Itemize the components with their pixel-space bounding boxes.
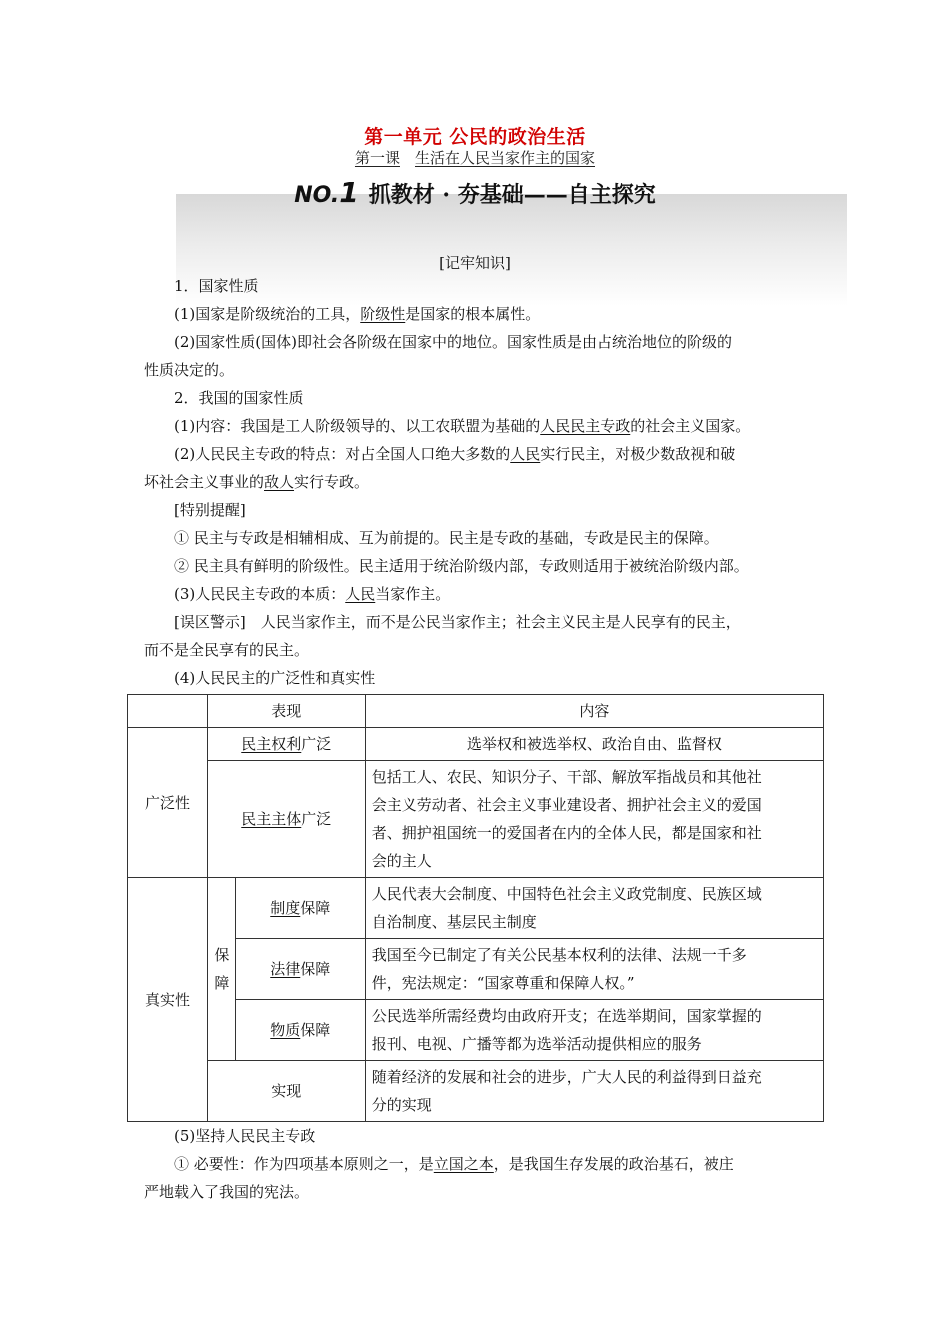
special-reminder-label: [特别提醒] <box>174 501 246 519</box>
banner-text: 抓教材 · 夯基础——自主探究 <box>368 182 656 208</box>
content-cell: 公民选举所需经费均由政府开支；在选举期间，国家掌握的 报刊、电视、广播等都为选举活动提供相应的服务 <box>365 1000 823 1061</box>
heading-2: 2．我国的国家性质 <box>174 389 304 407</box>
lesson-title <box>0 147 950 168</box>
table-row <box>128 878 824 939</box>
paragraph-line: 坏社会主义事业的敌人实行专政。 <box>144 473 370 491</box>
category-cell: 广泛性 <box>128 728 208 878</box>
aspect-cell: 制度保障 <box>235 878 365 939</box>
content-cell: 包括工人、农民、知识分子、干部、解放军指战员和其他社 会主义劳动者、社会主义事业建设者、拥护社会主义的爱国 者、拥护祖国统一的爱国者在内的全体人民，都是国家和社 会的主人 <box>365 761 823 878</box>
paragraph-line: 严地载入了我国的宪法。 <box>144 1183 310 1201</box>
table-row <box>128 1061 824 1122</box>
unit-title: 第一单元 公民的政治生活 <box>364 126 586 148</box>
table-caption: (4)人民民主的广泛性和真实性 <box>174 669 376 687</box>
aspect-cell: 法律保障 <box>235 939 365 1000</box>
paragraph-line: (1)内容：我国是工人阶级领导的、以工农联盟为基础的人民民主专政的社会主义国家。 <box>174 417 751 435</box>
key-term: 人民 <box>510 445 541 463</box>
key-term: 敌人 <box>264 473 295 491</box>
misconception-warning: [误区警示] 人民当家作主，而不是公民当家作主；社会主义民主是人民享有的民主， <box>174 613 741 631</box>
content-cell: 选举权和被选举权、政治自由、监督权 <box>365 728 823 761</box>
aspect-cell: 民主主体广泛 <box>207 761 365 878</box>
paragraph-line: ① 民主与专政是相辅相成、互为前提的。民主是专政的基础，专政是民主的保障。 <box>174 529 719 547</box>
key-term: 人民民主专政 <box>540 417 631 435</box>
content-cell: 我国至今已制定了有关公民基本权利的法律、法规一千多 件，宪法规定：“国家尊重和保障人权。” <box>365 939 823 1000</box>
header-cell: 内容 <box>365 695 823 728</box>
paragraph-line: 性质决定的。 <box>144 361 235 379</box>
democracy-table <box>127 694 824 1122</box>
banner-number: NO.1 <box>294 176 359 209</box>
key-term: 立国之本 <box>433 1155 494 1173</box>
aspect-cell: 物质保障 <box>235 1000 365 1061</box>
lesson-prefix: 第一课 <box>354 149 400 167</box>
content-cell: 人民代表大会制度、中国特色社会主义政党制度、民族区域 自治制度、基层民主制度 <box>365 878 823 939</box>
paragraph-line: (2)国家性质(国体)即社会各阶级在国家中的地位。国家性质是由占统治地位的阶级的 <box>174 333 732 351</box>
aspect-cell: 民主权利广泛 <box>207 728 365 761</box>
table-header-row <box>128 695 824 728</box>
heading-1: 1．国家性质 <box>174 277 259 295</box>
key-term: 人民 <box>345 585 376 603</box>
banner-heading <box>0 176 950 209</box>
table-row <box>128 761 824 878</box>
aspect-cell: 实现 <box>207 1061 365 1122</box>
category-cell: 真实性 <box>128 878 208 1122</box>
content-cell: 随着经济的发展和社会的进步，广大人民的利益得到日益充 分的实现 <box>365 1061 823 1122</box>
paragraph-line: ② 民主具有鲜明的阶级性。民主适用于统治阶级内部，专政则适用于被统治阶级内部。 <box>174 557 749 575</box>
paragraph-line: (2)人民民主专政的特点：对占全国人口绝大多数的人民实行民主，对极少数敌视和破 <box>174 445 736 463</box>
table-row <box>128 728 824 761</box>
guarantee-cell: 保 障 <box>207 878 235 1061</box>
paragraph-line: 而不是全民享有的民主。 <box>144 641 310 659</box>
heading-3: (5)坚持人民民主专政 <box>174 1127 316 1145</box>
paragraph-line: (3)人民民主专政的本质：人民当家作主。 <box>174 585 451 603</box>
header-cell: 表现 <box>207 695 365 728</box>
key-term: 阶级性 <box>360 305 406 323</box>
paragraph-line: ① 必要性：作为四项基本原则之一，是立国之本，是我国生存发展的政治基石，被庄 <box>174 1155 734 1173</box>
paragraph-line: (1)国家是阶级统治的工具，阶级性是国家的根本属性。 <box>174 305 541 323</box>
section-label: [记牢知识] <box>439 254 511 272</box>
lesson-name: 生活在人民当家作主的国家 <box>415 149 596 167</box>
